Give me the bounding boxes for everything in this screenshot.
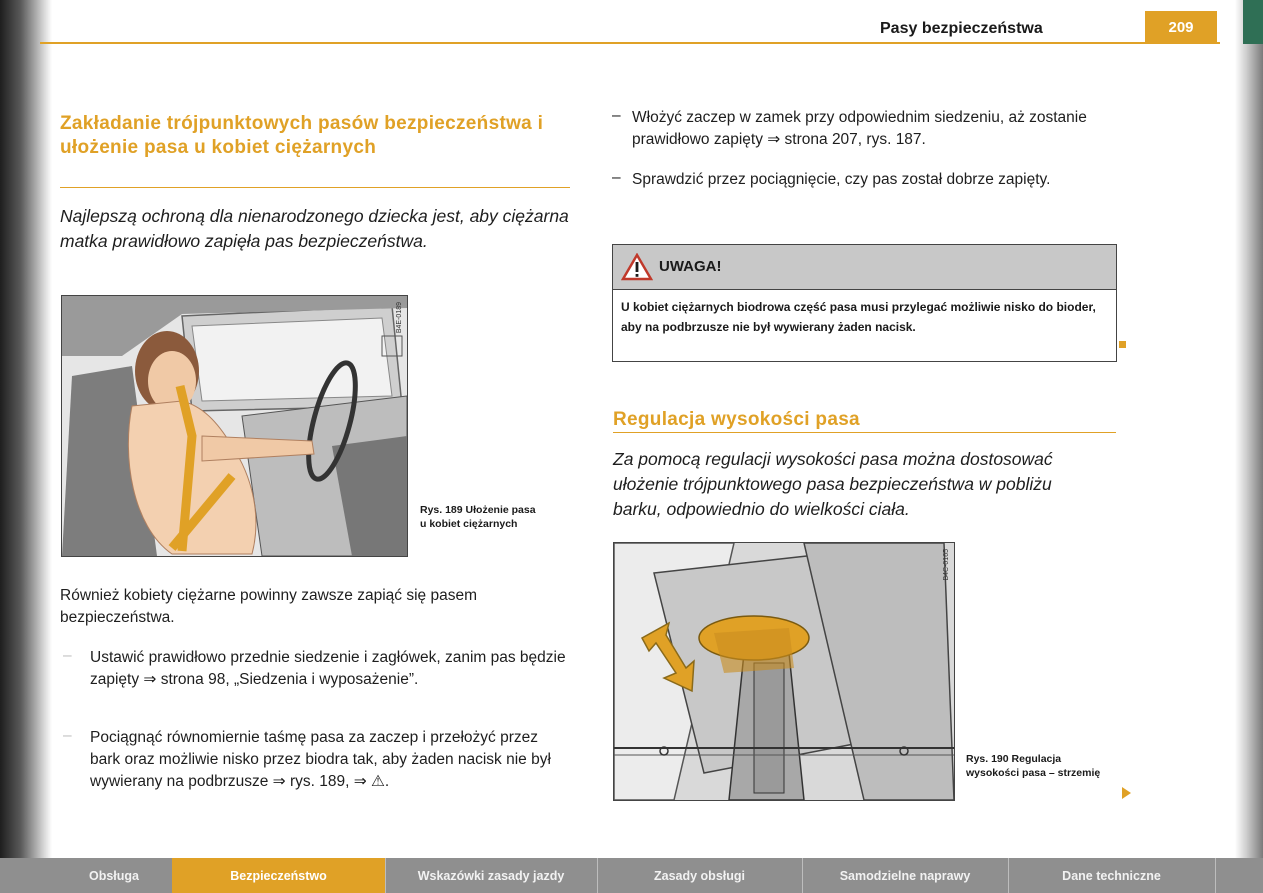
footer-tab-obsluga[interactable]: Obsługa — [56, 858, 173, 893]
list-item: Włożyć zaczep w zamek przy odpowiednim siedzeniu, aż zostanie prawidłowo zapięty ⇒ strona 207, rys. 187. — [632, 109, 1087, 148]
list-item: Pociągnąć równomiernie taśmę pasa za zaczep i przełożyć przez bark oraz możliwie nisko przez biodra tak, aby żaden nacisk nie był wywierany na podbrzusze ⇒ rys. 189, ⇒ ⚠. — [90, 729, 551, 790]
section-end-marker — [1119, 341, 1126, 348]
figure-190-code: B4C-0165 — [943, 549, 950, 581]
section-heading-belt-height: Regulacja wysokości pasa — [613, 409, 860, 430]
running-title: Pasy bezpieczeństwa — [880, 20, 1043, 37]
section-heading-seatbelt-pregnant: Zakładanie trójpunktowych pasów bezpieczeństwa i ułożenie pasa u kobiet ciężarnych — [60, 113, 544, 158]
figure-189-caption: Rys. 189 Ułożenie pasa u kobiet ciężarnych — [420, 504, 536, 530]
figure-190-caption: Rys. 190 Regulacja wysokości pasa – strzemię — [966, 753, 1101, 779]
warning-triangle-icon — [621, 253, 653, 281]
book-spine-shadow — [0, 0, 52, 893]
list-item: Sprawdzić przez pociągnięcie, czy pas został dobrze zapięty. — [632, 171, 1051, 188]
figure-189-code: B4E-0189 — [396, 302, 403, 334]
figure-189-illustration — [61, 295, 408, 557]
figure-190-illustration — [613, 542, 955, 801]
list-item: Ustawić prawidłowo przednie siedzenie i zagłówek, zanim pas będzie zapięty ⇒ strona 98, „Siedzenia i wyposażenie”. — [90, 649, 566, 688]
edge-tab — [1243, 0, 1263, 44]
page-number: 209 — [1145, 11, 1217, 44]
bullet-dash: – — [63, 647, 72, 664]
bullet-dash: – — [63, 727, 72, 744]
section-lead-text: Za pomocą regulacji wysokości pasa można dostosować ułożenie trójpunktowego pasa bezpieczeństwa w pobliżu barku, odpowiednio do wielkości ciała. — [613, 449, 1053, 519]
bullet-dash: – — [612, 169, 621, 186]
body-paragraph: Również kobiety ciężarne powinny zawsze zapiąć się pasem bezpieczeństwa. — [60, 587, 477, 626]
header-rule — [40, 42, 1220, 44]
bullet-dash: – — [612, 107, 621, 124]
footer-tab-bezpieczenstwo[interactable]: Bezpieczeństwo — [172, 858, 386, 893]
pregnant-driver-drawing — [62, 296, 407, 556]
warning-text: U kobiet ciężarnych biodrowa część pasa musi przylegać możliwie nisko do bioder, aby na podbrzusze nie był wywierany żaden nacisk. — [621, 300, 1096, 334]
heading-underline — [60, 187, 570, 188]
footer-tab-zasady-obslugi[interactable]: Zasady obsługi — [597, 858, 803, 893]
warning-title: UWAGA! — [659, 258, 722, 275]
footer-tab-samodzielne-naprawy[interactable]: Samodzielne naprawy — [802, 858, 1009, 893]
warning-header — [613, 245, 1116, 290]
continue-arrow-icon — [1122, 787, 1131, 799]
section-lead-text: Najlepszą ochroną dla nienarodzonego dziecka jest, aby ciężarna matka prawidłowo zapięła pas bezpieczeństwa. — [60, 206, 569, 251]
footer-tab-wskazowki[interactable]: Wskazówki zasady jazdy — [385, 858, 598, 893]
footer-tab-dane-techniczne[interactable]: Dane techniczne — [1008, 858, 1216, 893]
belt-height-adjuster-drawing — [614, 543, 954, 800]
warning-box — [612, 244, 1117, 362]
right-page-edge — [1235, 0, 1263, 893]
heading-underline — [613, 432, 1116, 433]
